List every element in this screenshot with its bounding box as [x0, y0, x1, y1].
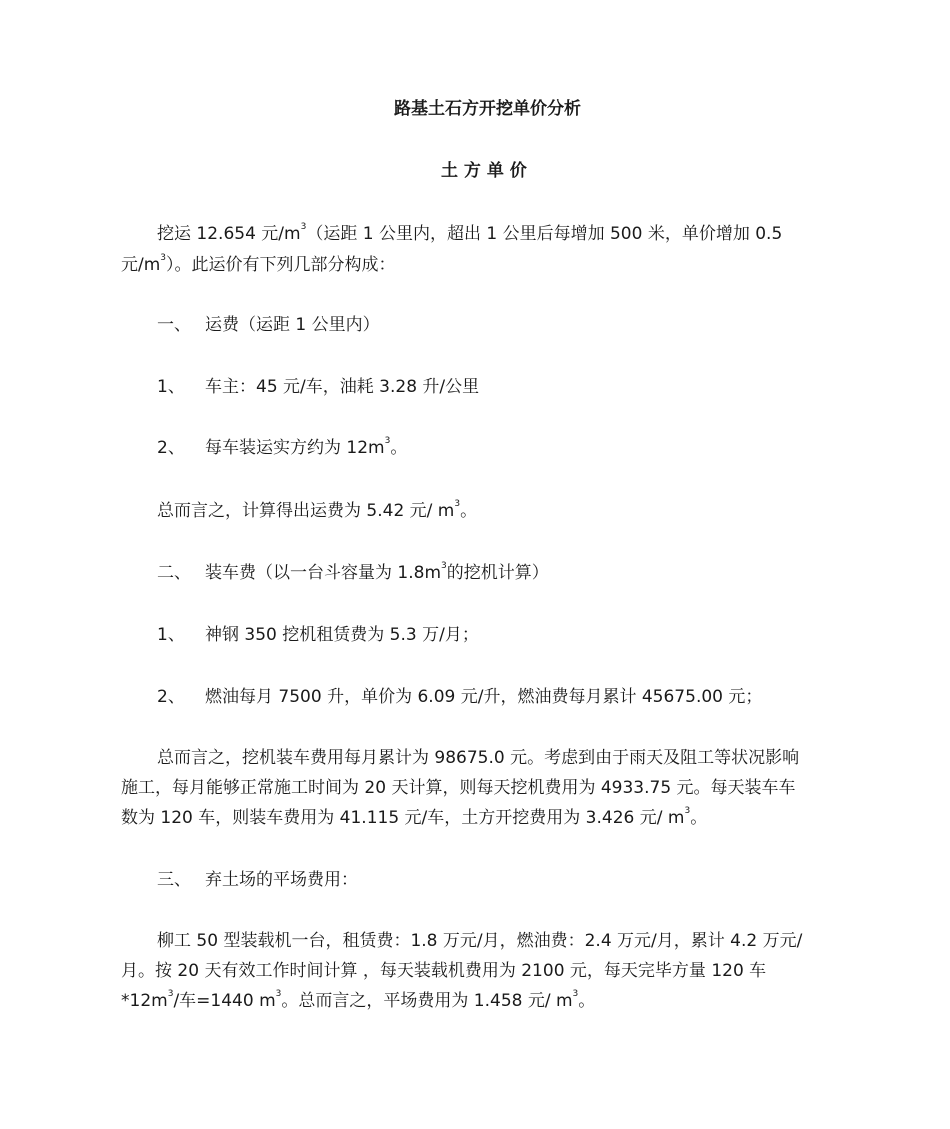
section-3-heading: [157, 872, 358, 889]
summary-text: 总而言之，计算得出运费为 5.42 元/ m: [157, 501, 455, 521]
section-1-item-2: [157, 436, 408, 458]
section-1-summary: [157, 499, 478, 521]
superscript: 3: [300, 222, 307, 232]
summary-text: 数为 120 车，则装车费用为 41.115 元/车，土方开挖费用为 3.426 元/ m: [121, 808, 685, 828]
summary-text: 。: [690, 808, 708, 828]
section-2-summary-line-3: [121, 806, 708, 828]
section-number: 二、: [157, 563, 191, 583]
section-text: 弃土场的平场费用：: [205, 870, 358, 890]
item-number: 1、: [157, 377, 185, 397]
section-2-summary-line-1: 总而言之，挖机装车费用每月累计为 98675.0 元。考虑到由于雨天及阻工等状况影响: [157, 748, 800, 768]
summary-text: 。: [460, 501, 478, 521]
section-1-item-1: [157, 379, 479, 396]
item-text: 燃油每月 7500 升，单价为 6.09 元/升，燃油费每月累计 45675.00 元；: [205, 687, 763, 707]
section-number: 三、: [157, 870, 191, 890]
section-3-para-line-1: 柳工 50 型装载机一台，租赁费：1.8 万元/月，燃油费：2.4 万元/月，累计 4.2 万元/: [157, 931, 803, 951]
superscript: 3: [441, 561, 447, 571]
item-number: 2、: [157, 438, 185, 458]
document-subtitle: 土 方 单 价: [441, 161, 527, 181]
item-text: 神钢 350 挖机租赁费为 5.3 万/月；: [205, 625, 479, 645]
item-text: 。: [390, 438, 408, 458]
intro-line-2: [121, 253, 396, 275]
section-2-item-2: [157, 689, 762, 706]
section-text: 装车费（以一台斗容量为 1.8m: [205, 563, 441, 583]
superscript: 3: [384, 436, 391, 446]
para-text: /车=1440 m: [173, 991, 276, 1011]
intro-text: （运距 1 公里内，超出 1 公里后每增加 500 米，单价增加 0.5: [306, 224, 783, 244]
intro-text: 挖运 12.654 元/m: [157, 224, 301, 244]
section-3-para-line-3: [121, 989, 596, 1011]
superscript: 3: [684, 806, 691, 816]
intro-text: ）。此运价有下列几部分构成：: [166, 255, 396, 275]
section-text: 的挖机计算）: [446, 563, 549, 583]
superscript: 3: [167, 989, 174, 999]
section-number: 一、: [157, 315, 191, 335]
intro-text: 元/m: [121, 255, 161, 275]
section-2-heading: [157, 561, 549, 583]
section-1-heading: [157, 317, 380, 334]
para-text: 。总而言之，平场费用为 1.458 元/ m: [281, 991, 573, 1011]
section-3-para-line-2: 月。按 20 天有效工作时间计算 ，每天装载机费用为 2100 元，每天完毕方量 120 车: [121, 961, 767, 981]
para-text: *12m: [121, 991, 168, 1011]
intro-line-1: [157, 222, 783, 244]
superscript: 3: [275, 989, 282, 999]
para-text: 。: [578, 991, 596, 1011]
superscript: 3: [572, 989, 579, 999]
section-2-summary-line-2: 施工，每月能够正常施工时间为 20 天计算，则每天挖机费用为 4933.75 元。每天装车车: [121, 778, 796, 798]
section-text: 运费（运距 1 公里内）: [205, 315, 380, 335]
item-number: 2、: [157, 687, 185, 707]
superscript: 3: [160, 253, 167, 263]
item-text: 车主：45 元/车，油耗 3.28 升/公里: [205, 377, 480, 397]
superscript: 3: [454, 499, 461, 509]
section-2-item-1: [157, 627, 479, 644]
item-text: 每车装运实方约为 12m: [205, 438, 385, 458]
item-number: 1、: [157, 625, 185, 645]
document-title: 路基土石方开挖单价分析: [394, 99, 581, 119]
